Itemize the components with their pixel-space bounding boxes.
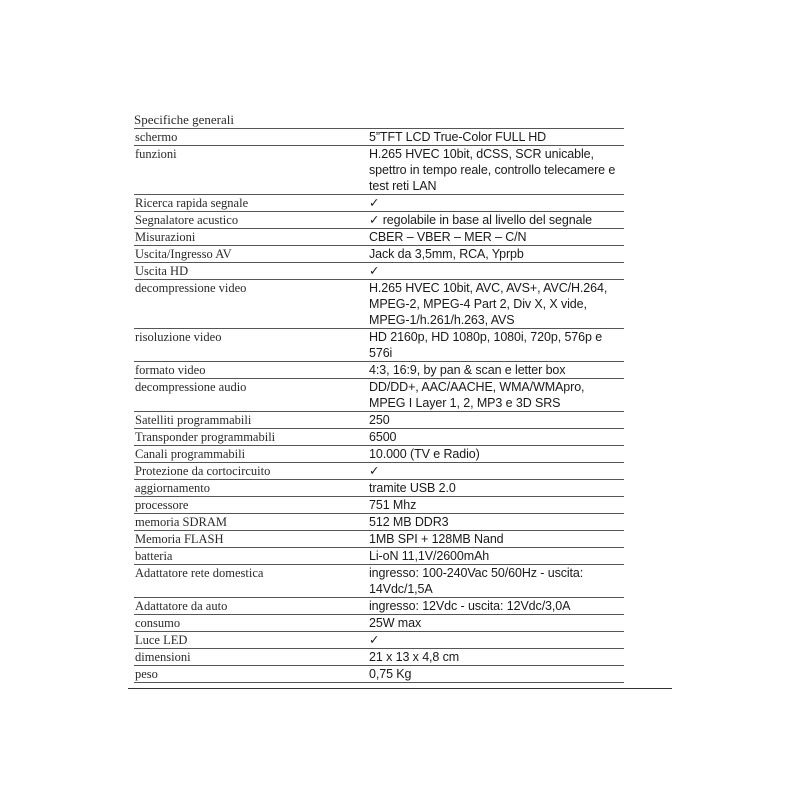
spec-row — [134, 480, 624, 497]
spec-value: 25W max — [369, 616, 422, 630]
spec-label: Satelliti programmabili — [135, 413, 252, 427]
spec-value: CBER – VBER – MER – C/N — [369, 230, 527, 244]
spec-row — [134, 329, 624, 362]
spec-title: Specifiche generali — [134, 112, 234, 127]
spec-value: 1MB SPI + 128MB Nand — [369, 532, 504, 546]
spec-value: Jack da 3,5mm, RCA, Yprpb — [369, 247, 524, 261]
spec-row — [134, 548, 624, 565]
spec-row — [134, 565, 624, 598]
spec-value: ✓ — [369, 464, 380, 478]
spec-label: Memoria FLASH — [135, 532, 224, 546]
spec-label: aggiornamento — [135, 481, 210, 495]
spec-label: Uscita HD — [135, 264, 189, 278]
spec-value: 4:3, 16:9, by pan & scan e letter box — [369, 363, 566, 377]
spec-value: H.265 HVEC 10bit, AVC, AVS+, AVC/H.264, MPEG-2, MPEG-4 Part 2, Div X, X vide, MPEG-1/h.261/h.263, AVS — [369, 281, 608, 327]
spec-row — [134, 229, 624, 246]
spec-label: peso — [135, 667, 158, 681]
spec-value: ingresso: 12Vdc - uscita: 12Vdc/3,0A — [369, 599, 571, 613]
spec-row — [134, 632, 624, 649]
spec-value: 10.000 (TV e Radio) — [369, 447, 480, 461]
spec-label: Canali programmabili — [135, 447, 246, 461]
spec-value: 21 x 13 x 4,8 cm — [369, 650, 460, 664]
bottom-rule — [128, 688, 672, 689]
spec-label: memoria SDRAM — [135, 515, 228, 529]
spec-value: ✓ regolabile in base al livello del segnale — [369, 213, 592, 227]
spec-row — [134, 212, 624, 229]
spec-value: ✓ — [369, 264, 380, 278]
spec-row — [134, 463, 624, 480]
spec-row — [134, 514, 624, 531]
spec-row — [134, 446, 624, 463]
spec-value: ✓ — [369, 196, 380, 210]
spec-table-body — [134, 129, 624, 683]
spec-label: batteria — [135, 549, 173, 563]
spec-table — [134, 128, 624, 683]
spec-row — [134, 263, 624, 280]
spec-label: consumo — [135, 616, 181, 630]
spec-label: Segnalatore acustico — [135, 213, 239, 227]
spec-label: formato video — [135, 363, 206, 377]
spec-value: 6500 — [369, 430, 397, 444]
spec-row — [134, 146, 624, 195]
spec-value: DD/DD+, AAC/AACHE, WMA/WMApro, MPEG I Layer 1, 2, MP3 e 3D SRS — [369, 380, 585, 410]
spec-row — [134, 531, 624, 548]
spec-row — [134, 280, 624, 329]
spec-label: Luce LED — [135, 633, 188, 647]
spec-row — [134, 666, 624, 683]
spec-value: 250 — [369, 413, 390, 427]
spec-label: risoluzione video — [135, 330, 222, 344]
spec-value: ✓ — [369, 633, 380, 647]
spec-label: Misurazioni — [135, 230, 196, 244]
spec-label: dimensioni — [135, 650, 191, 664]
spec-row — [134, 195, 624, 212]
spec-label: Protezione da cortocircuito — [135, 464, 271, 478]
spec-row — [134, 379, 624, 412]
spec-row — [134, 246, 624, 263]
spec-value: ingresso: 100-240Vac 50/60Hz - uscita: 14Vdc/1,5A — [369, 566, 584, 596]
spec-row — [134, 429, 624, 446]
spec-value: 751 Mhz — [369, 498, 417, 512]
spec-row — [134, 412, 624, 429]
spec-row — [134, 615, 624, 632]
spec-label: decompressione video — [135, 281, 247, 295]
spec-value: 0,75 Kg — [369, 667, 412, 681]
spec-label: decompressione audio — [135, 380, 247, 394]
spec-label: Uscita/Ingresso AV — [135, 247, 232, 261]
spec-label: funzioni — [135, 147, 177, 161]
spec-label: schermo — [135, 130, 178, 144]
spec-label: Adattatore da auto — [135, 599, 228, 613]
spec-sheet — [134, 112, 624, 683]
spec-row — [134, 129, 624, 146]
spec-value: Li-oN 11,1V/2600mAh — [369, 549, 490, 563]
spec-row — [134, 649, 624, 666]
spec-label: Adattatore rete domestica — [135, 566, 264, 580]
spec-label: processore — [135, 498, 189, 512]
spec-row — [134, 497, 624, 514]
spec-value: 5”TFT LCD True-Color FULL HD — [369, 130, 547, 144]
spec-row — [134, 362, 624, 379]
spec-value: H.265 HVEC 10bit, dCSS, SCR unicable, spettro in tempo reale, controllo telecamere e test reti LAN — [369, 147, 616, 193]
spec-value: HD 2160p, HD 1080p, 1080i, 720p, 576p e 576i — [369, 330, 603, 360]
spec-row — [134, 598, 624, 615]
spec-value: tramite USB 2.0 — [369, 481, 456, 495]
spec-value: 512 MB DDR3 — [369, 515, 449, 529]
spec-label: Ricerca rapida segnale — [135, 196, 249, 210]
spec-label: Transponder programmabili — [135, 430, 276, 444]
